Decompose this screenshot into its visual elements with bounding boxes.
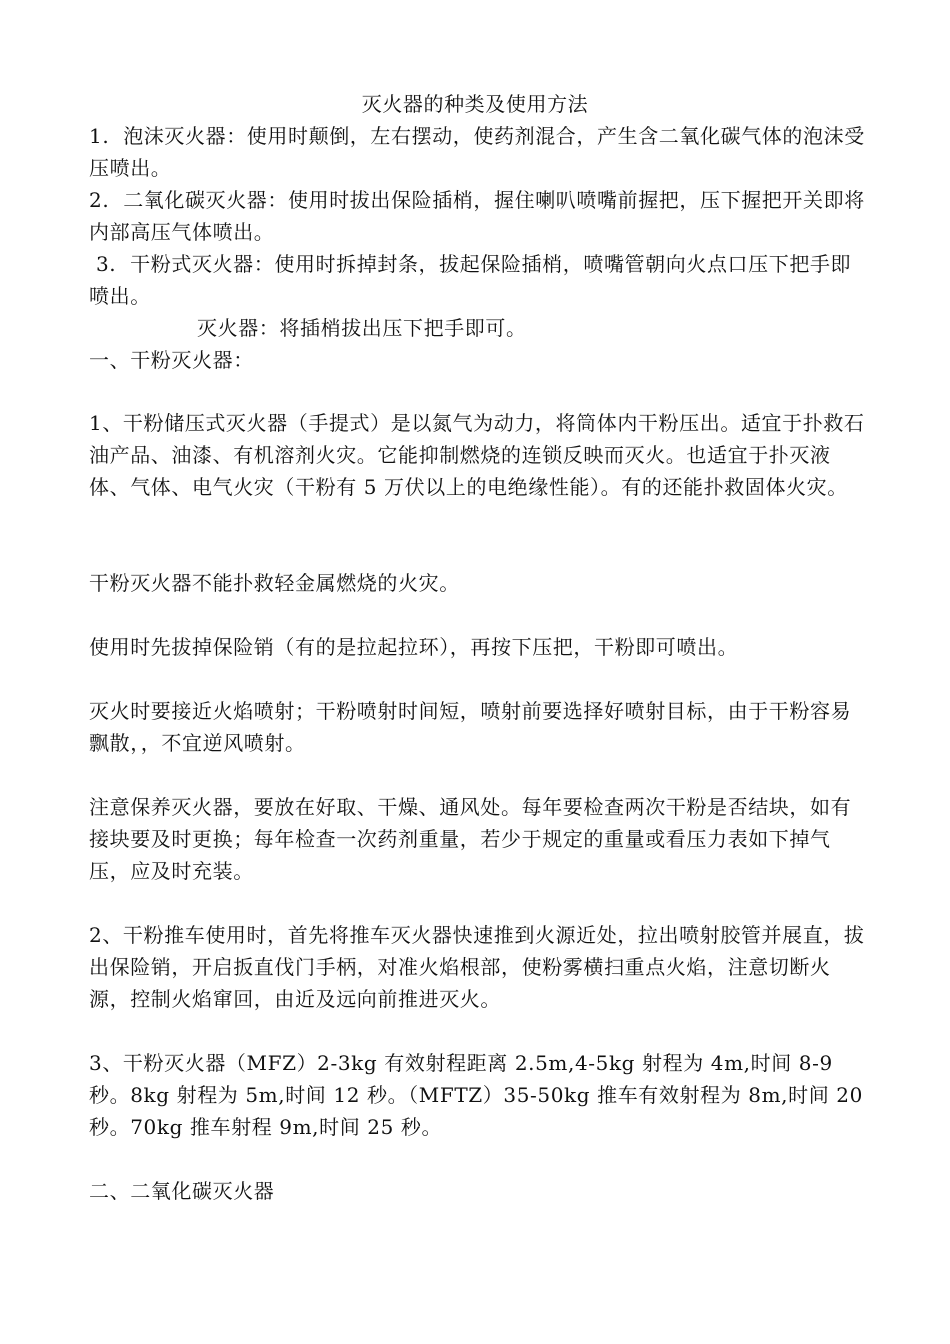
paragraph-dry-powder-limitation: 干粉灭火器不能扑救轻金属燃烧的火灾。 — [89, 571, 460, 595]
document-title: 灭火器的种类及使用方法 — [361, 92, 589, 116]
intro-item-2: 2. 二氧化碳灭火器：使用时拔出保险插梢，握住喇叭喷嘴前握把，压下握把开关即将内部高压气体喷出。 — [89, 188, 865, 244]
paragraph-dry-powder-usage: 使用时先拔掉保险销（有的是拉起拉环），再按下压把，干粉即可喷出。 — [89, 635, 739, 659]
paragraph-dry-powder-overview: 1、干粉储压式灭火器（手提式）是以氮气为动力，将筒体内干粉压出。适宜于扑救石油产品、油漆、有机溶剂火灾。它能抑制燃烧的连锁反映而灭火。也适宜于扑灭液体、气体、电气火灾（干粉有 5 万伏以上的电绝缘性能）。有的还能扑救固体火灾。 — [89, 411, 865, 499]
intro-item-1: 1. 泡沫灭火器：使用时颠倒，左右摆动，使药剂混合，产生含二氧化碳气体的泡沫受压喷出。 — [89, 124, 865, 180]
section-1-heading: 一、干粉灭火器： — [89, 348, 254, 372]
section-2-heading: 二、二氧化碳灭火器 — [89, 1179, 275, 1203]
paragraph-cart-usage: 2、干粉推车使用时，首先将推车灭火器快速推到火源近处，拉出喷射胶管并展直，拔出保险销，开启扳直伐门手柄，对准火焰根部，使粉雾横扫重点火焰，注意切断火源，控制火焰窜回，由近及远向前推进灭火。 — [89, 923, 865, 1011]
intro-summary: 灭火器：将插梢拔出压下把手即可。 — [197, 316, 527, 340]
paragraph-specifications: 3、干粉灭火器（MFZ）2-3kg 有效射程距离 2.5m,4-5kg 射程为 4m,时间 8-9 秒。8kg 射程为 5m,时间 12 秒。（MFTZ）35-50kg 推车有效射程为 8m,时间 20 秒。70kg 推车射程 9m,时间 25 秒。 — [89, 1051, 863, 1139]
paragraph-dry-powder-technique: 灭火时要接近火焰喷射；干粉喷射时间短，喷射前要选择好喷射目标，由于干粉容易飘散，，不宜逆风喷射。 — [89, 699, 852, 755]
intro-item-3: 3. 干粉式灭火器：使用时拆掉封条，拔起保险插梢，喷嘴管朝向火点口压下把手即喷出。 — [89, 252, 852, 308]
paragraph-dry-powder-maintenance: 注意保养灭火器，要放在好取、干燥、通风处。每年要检查两次干粉是否结块，如有接块要及时更换；每年检查一次药剂重量，若少于规定的重量或看压力表如下掉气压，应及时充装。 — [89, 795, 852, 883]
